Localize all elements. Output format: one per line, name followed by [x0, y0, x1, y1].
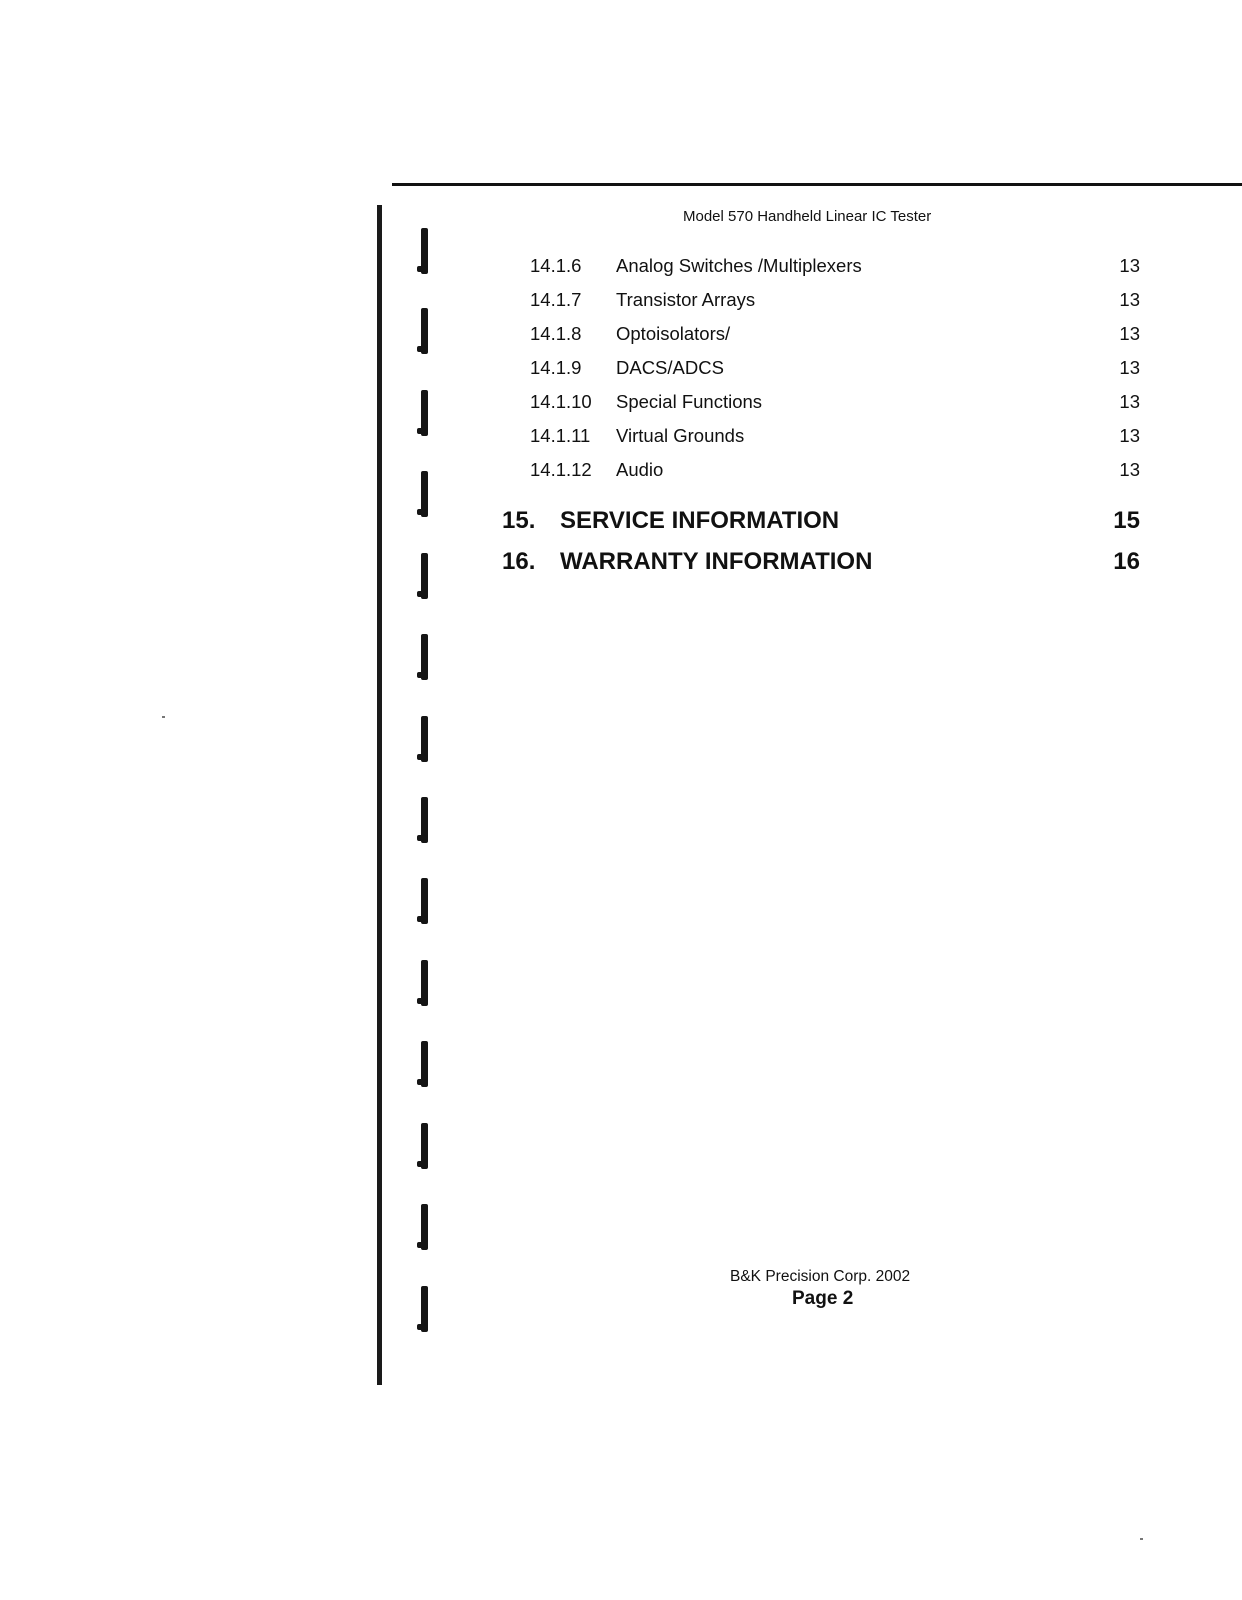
toc-section-entry	[0, 505, 1242, 537]
toc-entry-title: Audio	[616, 459, 664, 480]
header-rule	[392, 183, 1242, 186]
spiral-binding	[421, 0, 441, 1600]
toc-entry-page: 13	[1119, 425, 1140, 446]
toc-entry-number: 14.1.9	[530, 357, 582, 378]
toc-entry-page: 13	[1119, 289, 1140, 310]
toc-section-number: 15.	[502, 507, 536, 534]
toc-entry-number: 14.1.6	[530, 255, 582, 276]
toc-section-number: 16.	[502, 548, 536, 575]
toc-entry-number: 14.1.11	[530, 425, 591, 446]
spiral-coil-icon	[421, 797, 428, 843]
toc-entry-title: Transistor Arrays	[616, 289, 756, 310]
toc-entry-number: 14.1.7	[530, 289, 582, 310]
toc-section-title: SERVICE INFORMATION	[560, 507, 840, 534]
scan-speck	[162, 716, 165, 718]
toc-entry	[0, 390, 1242, 414]
toc-section-title: WARRANTY INFORMATION	[560, 548, 873, 575]
binding-edge	[377, 205, 382, 1385]
spiral-coil-icon	[421, 716, 428, 762]
running-header: Model 570 Handheld Linear IC Tester	[683, 208, 932, 225]
spiral-coil-icon	[421, 1286, 428, 1332]
toc-entry-number: 14.1.8	[530, 323, 582, 344]
toc-entry	[0, 322, 1242, 346]
spiral-coil-icon	[421, 1041, 428, 1087]
spiral-coil-icon	[421, 878, 428, 924]
toc-entry	[0, 458, 1242, 482]
toc-entry-page: 13	[1119, 255, 1140, 276]
toc-section-page: 15	[1113, 507, 1140, 534]
spiral-coil-icon	[421, 1204, 428, 1250]
page-number: Page 2	[792, 1288, 854, 1309]
toc-section-page: 16	[1113, 548, 1140, 575]
toc-entry	[0, 356, 1242, 380]
toc-entry	[0, 288, 1242, 312]
toc-entry-page: 13	[1119, 459, 1140, 480]
toc-entry-title: Virtual Grounds	[616, 425, 745, 446]
spiral-coil-icon	[421, 960, 428, 1006]
footer-copyright: B&K Precision Corp. 2002	[730, 1268, 911, 1285]
toc-entry-title: DACS/ADCS	[616, 357, 724, 378]
toc-entry-page: 13	[1119, 391, 1140, 412]
toc-entry-page: 13	[1119, 323, 1140, 344]
toc-entry-title: Optoisolators/	[616, 323, 731, 344]
scan-speck	[1140, 1538, 1143, 1540]
spiral-coil-icon	[421, 1123, 428, 1169]
toc-entry-title: Analog Switches /Multiplexers	[616, 255, 862, 276]
toc-entry	[0, 424, 1242, 448]
toc-entry	[0, 254, 1242, 278]
toc-entry-page: 13	[1119, 357, 1140, 378]
toc-entry-title: Special Functions	[616, 391, 763, 412]
spiral-coil-icon	[421, 634, 428, 680]
toc-entry-number: 14.1.10	[530, 391, 592, 412]
toc-section-entry	[0, 546, 1242, 578]
toc-entry-number: 14.1.12	[530, 459, 592, 480]
